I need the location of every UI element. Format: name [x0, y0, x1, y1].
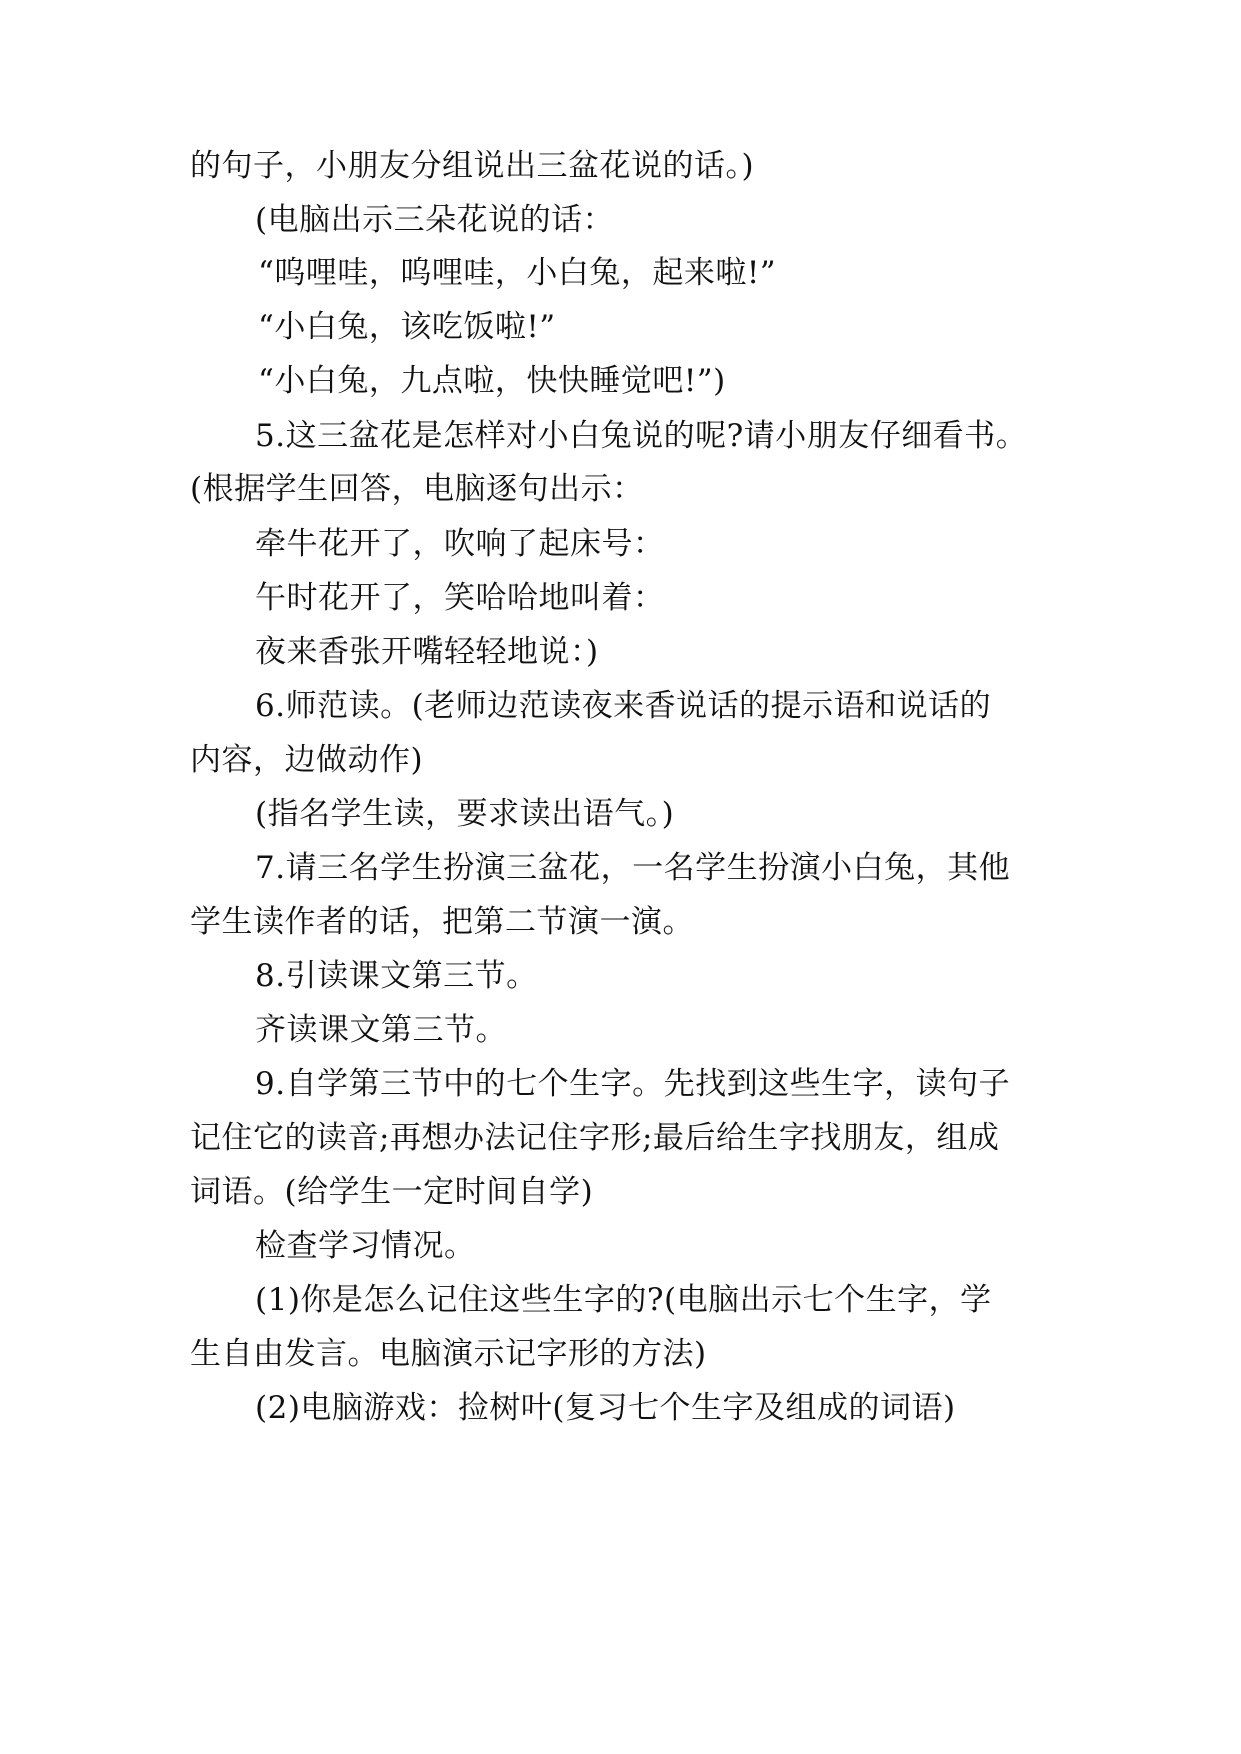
text-line-3: “呜哩哇，呜哩哇，小白兔，起来啦!”	[258, 255, 777, 291]
text-line-8: 牵牛花开了，吹响了起床号：	[255, 526, 665, 562]
text-line-24: (2)电脑游戏：捡树叶(复习七个生字及组成的词语)	[255, 1390, 956, 1426]
text-line-6: 5.这三盆花是怎样对小白兔说的呢?请小朋友仔细看书。	[255, 418, 1028, 454]
text-line-12: 内容，边做动作)	[190, 742, 424, 778]
text-line-21: 检查学习情况。	[255, 1228, 476, 1264]
text-line-20: 词语。(给学生一定时间自学)	[190, 1174, 594, 1210]
text-line-4: “小白兔，该吃饭啦!”	[258, 309, 556, 345]
text-line-1: 的句子，小朋友分组说出三盆花说的话。)	[190, 148, 755, 184]
text-line-15: 学生读作者的话，把第二节演一演。	[190, 904, 694, 940]
text-line-2: (电脑出示三朵花说的话：	[255, 202, 615, 238]
text-line-22: (1)你是怎么记住这些生字的?(电脑出示七个生字，学	[255, 1282, 992, 1318]
text-line-14: 7.请三名学生扮演三盆花，一名学生扮演小白兔，其他	[255, 850, 1011, 886]
text-line-10: 夜来香张开嘴轻轻地说：)	[255, 634, 599, 670]
text-line-16: 8.引读课文第三节。	[255, 958, 538, 994]
text-line-11: 6.师范读。(老师边范读夜来香说话的提示语和说话的	[255, 688, 992, 724]
text-line-9: 午时花开了，笑哈哈地叫着：	[255, 580, 665, 616]
text-line-23: 生自由发言。电脑演示记字形的方法)	[190, 1336, 707, 1372]
text-line-17: 齐读课文第三节。	[255, 1012, 507, 1048]
text-line-18: 9.自学第三节中的七个生字。先找到这些生字，读句子	[255, 1066, 1011, 1102]
text-line-19: 记住它的读音;再想办法记住字形;最后给生字找朋友，组成	[190, 1120, 1000, 1156]
text-line-13: (指名学生读，要求读出语气。)	[255, 796, 675, 832]
text-line-5: “小白兔，九点啦，快快睡觉吧!”)	[258, 363, 726, 399]
text-line-7: (根据学生回答，电脑逐句出示：	[190, 471, 644, 507]
